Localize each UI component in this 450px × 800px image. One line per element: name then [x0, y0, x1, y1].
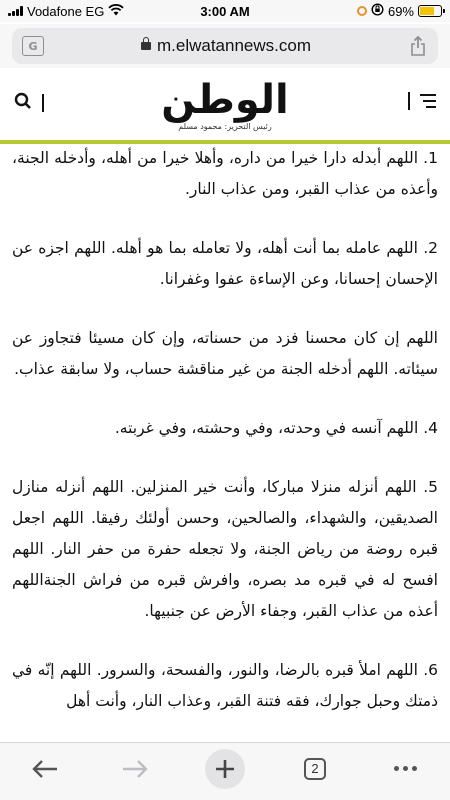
share-icon[interactable] [408, 35, 428, 57]
translate-icon[interactable]: G [22, 36, 44, 56]
article-paragraph: 5. اللهم أنزله منزلا مباركا، وأنت خير المنزلين. اللهم أنزله منازل الصديقين، والشهداء، والصالحين، وحسن أولئك رفيقا. اللهم اجعل قبره روضة من رياض الجنة، ولا تجعله حفرة من حفر النار. اللهم افسح له في قبره مد بصره، وافرش قبره من فراش الجنةاللهم أعذه من عذاب القبر، وجفاء الأرض عن جنبيها. [12, 478, 438, 620]
status-time: 3:00 AM [200, 3, 250, 19]
url-display[interactable] [44, 36, 408, 56]
new-tab-plus-icon [205, 749, 245, 789]
status-right [357, 3, 442, 19]
separator [408, 92, 410, 110]
article-paragraph: 6. اللهم املأ قبره بالرضا، والنور، والفسحة، والسرور. اللهم إنّه في ذمتك وحبل جوارك، فقه فتنة القبر، وعذاب النار، وأنت أهل [12, 661, 438, 710]
menu-area [408, 92, 436, 110]
tabs-button[interactable] [293, 749, 337, 789]
signal-icon [8, 6, 23, 16]
wifi-icon [108, 4, 124, 19]
back-arrow-icon [31, 758, 59, 780]
back-button[interactable] [23, 749, 67, 789]
editor-in-chief-line: رئيس التحرير: محمود مسلم [178, 122, 272, 131]
status-bar [0, 0, 450, 22]
more-options-icon [394, 766, 417, 771]
location-icon [357, 6, 367, 16]
article-paragraph: 2. اللهم عامله بما أنت أهله، ولا تعامله بما هو أهله. اللهم اجزه عن الإحسان إحسانا، وعن الإساءة عفوا وغفرانا. [12, 239, 438, 288]
site-header [0, 72, 450, 144]
article-paragraph: اللهم إن كان محسنا فزد من حسناته، وإن كان مسيئا فتجاوز عن سيئاته. اللهم أدخله الجنة من غير مناقشة حساب، ولا سابقة عذاب. [12, 329, 438, 378]
browser-address-area [0, 24, 450, 68]
battery-percent: 69% [387, 3, 414, 19]
carrier-name: Vodafone EG [27, 3, 105, 19]
address-bar[interactable] [12, 28, 438, 64]
more-options-button[interactable] [383, 749, 427, 789]
url-text: m.elwatannews.com [156, 36, 311, 55]
new-tab-button[interactable] [203, 749, 247, 789]
article-paragraph: 4. اللهم آنسه في وحدته، وفي وحشته، وفي غربته. [114, 419, 438, 437]
browser-toolbar [0, 742, 450, 800]
forward-arrow-icon [121, 758, 149, 780]
hamburger-menu-icon[interactable] [420, 94, 436, 108]
article-paragraph: 1. اللهم أبدله دارا خيرا من داره، وأهلا خيرا من أهله، وأدخله الجنة، وأعذه من عذاب القبر، ومن عذاب النار. [12, 149, 438, 198]
logo-area[interactable] [0, 78, 450, 131]
battery-level-fill [420, 7, 434, 15]
lock-icon [141, 42, 151, 50]
forward-button[interactable] [113, 749, 157, 789]
orientation-lock-icon [371, 3, 384, 19]
battery-icon [418, 5, 442, 17]
article-body [0, 146, 450, 742]
status-left [8, 4, 357, 19]
tabs-icon: 2 [304, 758, 326, 780]
site-logo[interactable]: الوطن [161, 77, 289, 123]
